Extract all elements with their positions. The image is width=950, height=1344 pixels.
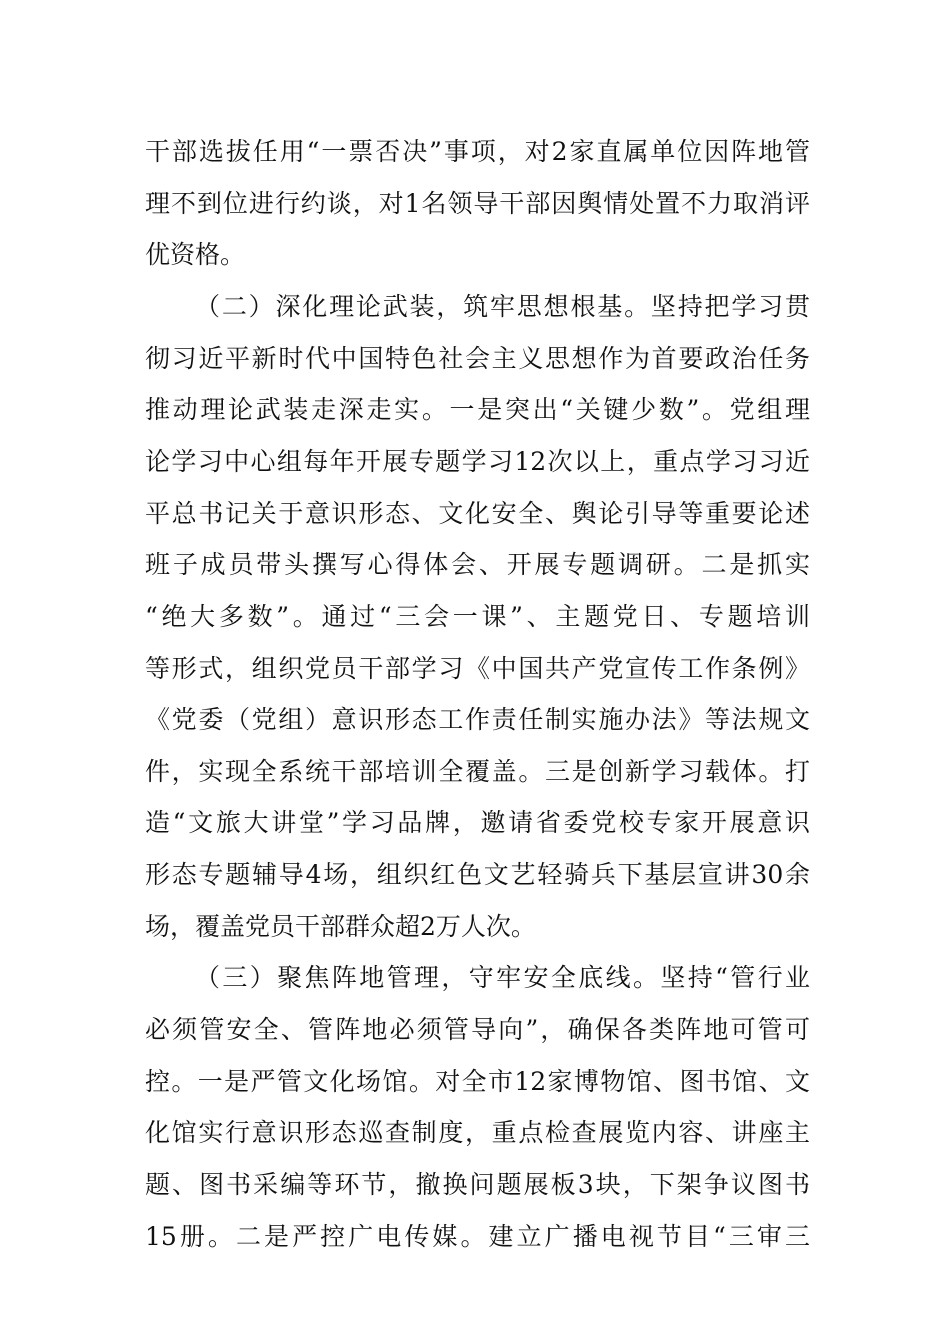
text-line-5: 彻习近平新时代中国特色社会主义思想作为首要政治任务 [145, 344, 810, 373]
text-line-4: （二）深化理论武装，筑牢思想根基。坚持把学习贯 [195, 292, 810, 321]
text-line-7: 论学习中心组每年开展专题学习12次以上，重点学习习近 [145, 447, 810, 476]
text-line-15: 形态专题辅导4场，组织红色文艺轻骑兵下基层宣讲30余 [145, 860, 810, 889]
text-line-22: 15册。二是严控广电传媒。建立广播电视节目“三审三 [145, 1222, 810, 1251]
text-line-20: 化馆实行意识形态巡查制度，重点检查展览内容、讲座主 [145, 1118, 810, 1147]
text-line-10: “绝大多数”。通过“三会一课”、主题党日、专题培训 [145, 602, 810, 631]
text-line-18: 必须管安全、管阵地必须管导向”，确保各类阵地可管可 [145, 1015, 810, 1044]
text-line-6: 推动理论武装走深走实。一是突出“关键少数”。党组理 [145, 395, 810, 424]
text-line-2: 理不到位进行约谈，对1名领导干部因舆情处置不力取消评 [145, 189, 810, 218]
text-line-13: 件，实现全系统干部培训全覆盖。三是创新学习载体。打 [145, 757, 810, 786]
text-line-9: 班子成员带头撰写心得体会、开展专题调研。二是抓实 [145, 550, 810, 579]
text-line-21: 题、图书采编等环节，撤换问题展板3块，下架争议图书 [145, 1170, 810, 1199]
text-line-8: 平总书记关于意识形态、文化安全、舆论引导等重要论述 [145, 499, 810, 528]
text-line-3: 优资格。 [145, 240, 246, 269]
text-line-14: 造“文旅大讲堂”学习品牌，邀请省委党校专家开展意识 [145, 808, 810, 837]
text-line-11: 等形式，组织党员干部学习《中国共产党宣传工作条例》 [145, 654, 810, 683]
text-line-17: （三）聚焦阵地管理，守牢安全底线。坚持“管行业 [195, 963, 810, 992]
text-line-19: 控。一是严管文化场馆。对全市12家博物馆、图书馆、文 [145, 1067, 810, 1096]
text-line-12: 《党委（党组）意识形态工作责任制实施办法》等法规文 [145, 705, 810, 734]
text-line-1: 干部选拔任用“一票否决”事项，对2家直属单位因阵地管 [145, 137, 810, 166]
text-line-16: 场，覆盖党员干部群众超2万人次。 [145, 912, 536, 941]
